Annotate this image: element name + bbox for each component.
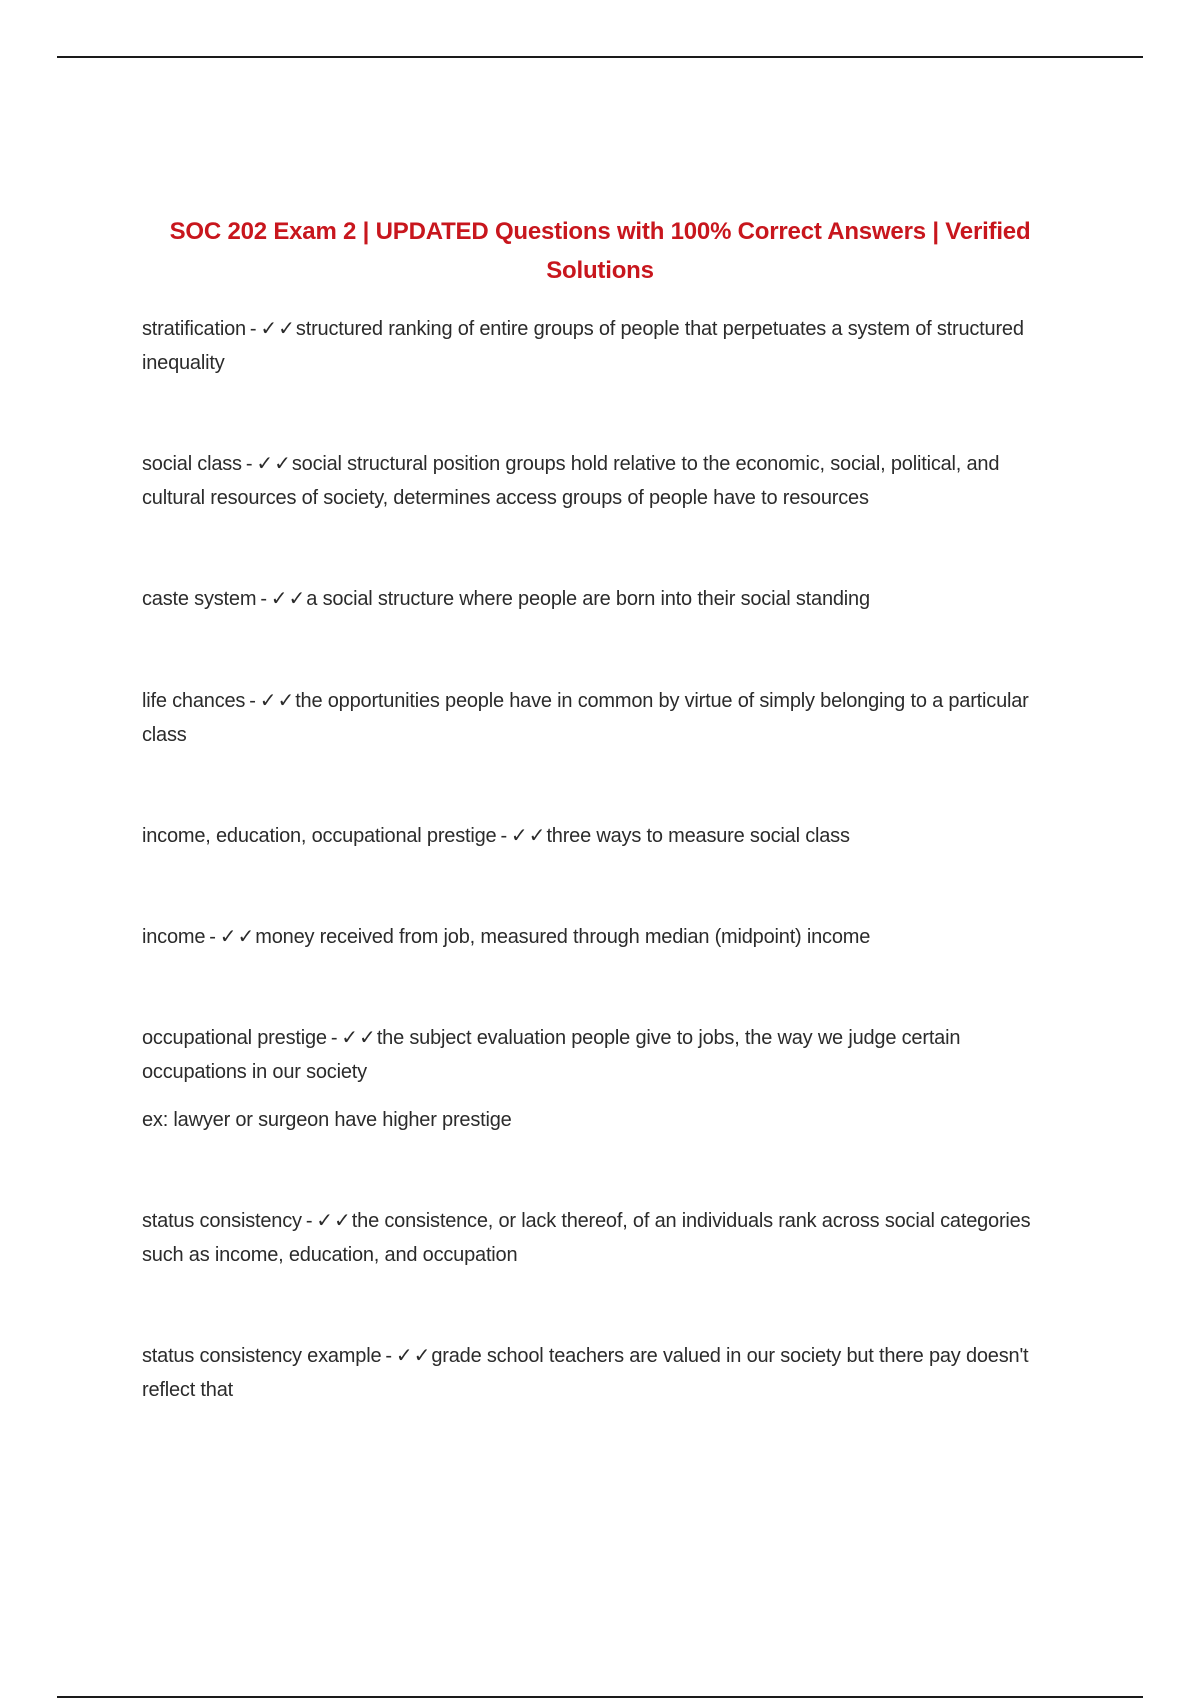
entry-term: life chances xyxy=(142,690,246,712)
separator: - xyxy=(260,588,267,610)
entry-definition: grade school teachers are valued in our society but there pay doesn't reflect that xyxy=(142,1345,1029,1401)
entry-text xyxy=(142,446,1062,515)
entry-text xyxy=(142,1020,1062,1089)
entry-term: status consistency example xyxy=(142,1345,382,1367)
entry-definition: the opportunities people have in common by virtue of simply belonging to a particular class xyxy=(142,690,1029,746)
double-check-icon: ✓✓ xyxy=(256,451,292,475)
entry-definition: three ways to measure social class xyxy=(546,825,850,847)
double-check-icon: ✓✓ xyxy=(270,586,307,610)
separator: - xyxy=(305,1210,313,1232)
entry-text xyxy=(142,311,1062,380)
entry-term: occupational prestige xyxy=(142,1027,327,1049)
double-check-icon: ✓✓ xyxy=(341,1025,377,1049)
double-check-icon: ✓✓ xyxy=(219,924,256,948)
separator: - xyxy=(385,1345,392,1367)
double-check-icon: ✓✓ xyxy=(316,1208,352,1232)
entry-text xyxy=(142,1338,1062,1407)
entry-text xyxy=(142,818,1062,853)
entry-occupational-prestige xyxy=(142,1020,1062,1137)
entry-text xyxy=(142,1203,1062,1272)
entry-income xyxy=(142,919,1062,954)
footer-rule xyxy=(57,1696,1143,1698)
entry-definition: the subject evaluation people give to jobs, the way we judge certain occupations in our society xyxy=(142,1027,961,1083)
entry-term: caste system xyxy=(142,588,257,610)
separator: - xyxy=(249,318,257,340)
double-check-icon: ✓✓ xyxy=(510,823,547,847)
entry-definition: structured ranking of entire groups of people that perpetuates a system of structured inequality xyxy=(142,318,1024,374)
separator: - xyxy=(245,453,253,475)
separator: - xyxy=(500,825,507,847)
document-title: SOC 202 Exam 2 | UPDATED Questions with 100% Correct Answers | Verified Solutions xyxy=(169,218,1031,284)
entry-definition: a social structure where people are born into their social standing xyxy=(306,588,870,610)
entry-caste-system xyxy=(142,581,1062,616)
entry-term: income, education, occupational prestige xyxy=(142,825,497,847)
entry-term: income xyxy=(142,926,206,948)
header-rule xyxy=(57,56,1143,58)
double-check-icon: ✓✓ xyxy=(259,688,296,712)
double-check-icon: ✓✓ xyxy=(395,1343,432,1367)
entry-stratification xyxy=(142,311,1062,380)
entry-text xyxy=(142,919,1062,954)
entry-note: ex: lawyer or surgeon have higher prestige xyxy=(142,1109,512,1131)
entry-term: social class xyxy=(142,453,242,475)
separator: - xyxy=(249,690,256,712)
entry-definition: money received from job, measured through median (midpoint) income xyxy=(255,926,871,948)
entry-status-consistency-example xyxy=(142,1338,1062,1407)
double-check-icon: ✓✓ xyxy=(260,316,296,340)
entry-definition: social structural position groups hold relative to the economic, social, political, and cultural resources of society, determines access groups of people have to resources xyxy=(142,453,1000,509)
separator: - xyxy=(209,926,216,948)
entry-text xyxy=(142,683,1062,752)
entry-term: stratification xyxy=(142,318,246,340)
entry-life-chances xyxy=(142,683,1062,752)
entry-term: status consistency xyxy=(142,1210,302,1232)
separator: - xyxy=(330,1027,338,1049)
entry-measures xyxy=(142,818,1062,853)
entry-text xyxy=(142,581,1062,616)
entry-definition: the consistence, or lack thereof, of an individuals rank across social categories such as income, education, and occupation xyxy=(142,1210,1031,1266)
entry-social-class xyxy=(142,446,1062,515)
entry-status-consistency xyxy=(142,1203,1062,1272)
